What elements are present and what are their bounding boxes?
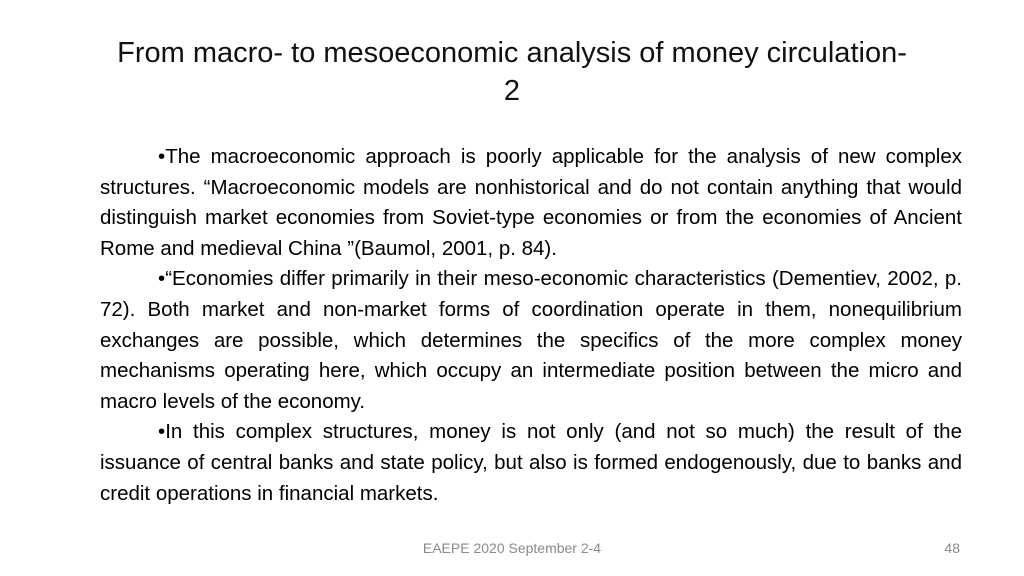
title-line-2: 2 [503,75,521,107]
page-number: 48 [944,540,960,556]
paragraph-text: In this complex structures, money is not only (and not so much) the result of the issuance of central banks and state policy, but also is formed endogenously, due to banks and credit operations in financial markets. [100,420,962,505]
slide-title [40,34,984,110]
footer-text: EAEPE 2020 September 2-4 [422,540,602,556]
bullet-paragraph-1 [100,142,962,264]
bullet-icon: • [158,267,166,291]
slide-body [100,142,962,509]
title-line-1: From macro- to mesoeconomic analysis of money circulation- [117,37,907,69]
bullet-paragraph-2 [100,264,962,417]
paragraph-text: The macroeconomic approach is poorly applicable for the analysis of new complex structures. “Macroeconomic models are nonhistorical and do not contain anything that would distinguish market economies from Soviet-type economies or from the economies of Ancient Rome and medieval China ”(Baumol, 2001, p. 84). [100,145,962,260]
paragraph-text: “Economies differ primarily in their meso-economic characteristics (Dementiev, 2002, p. 72). Both market and non-market forms of coordination operate in them, nonequilibrium exchanges are possible, which determines the specifics of the more complex money mechanisms operating here, which occupy an intermediate position between the micro and macro levels of the economy. [100,267,962,413]
bullet-paragraph-3 [100,417,962,509]
bullet-icon: • [158,145,166,168]
bullet-icon: • [158,420,166,444]
